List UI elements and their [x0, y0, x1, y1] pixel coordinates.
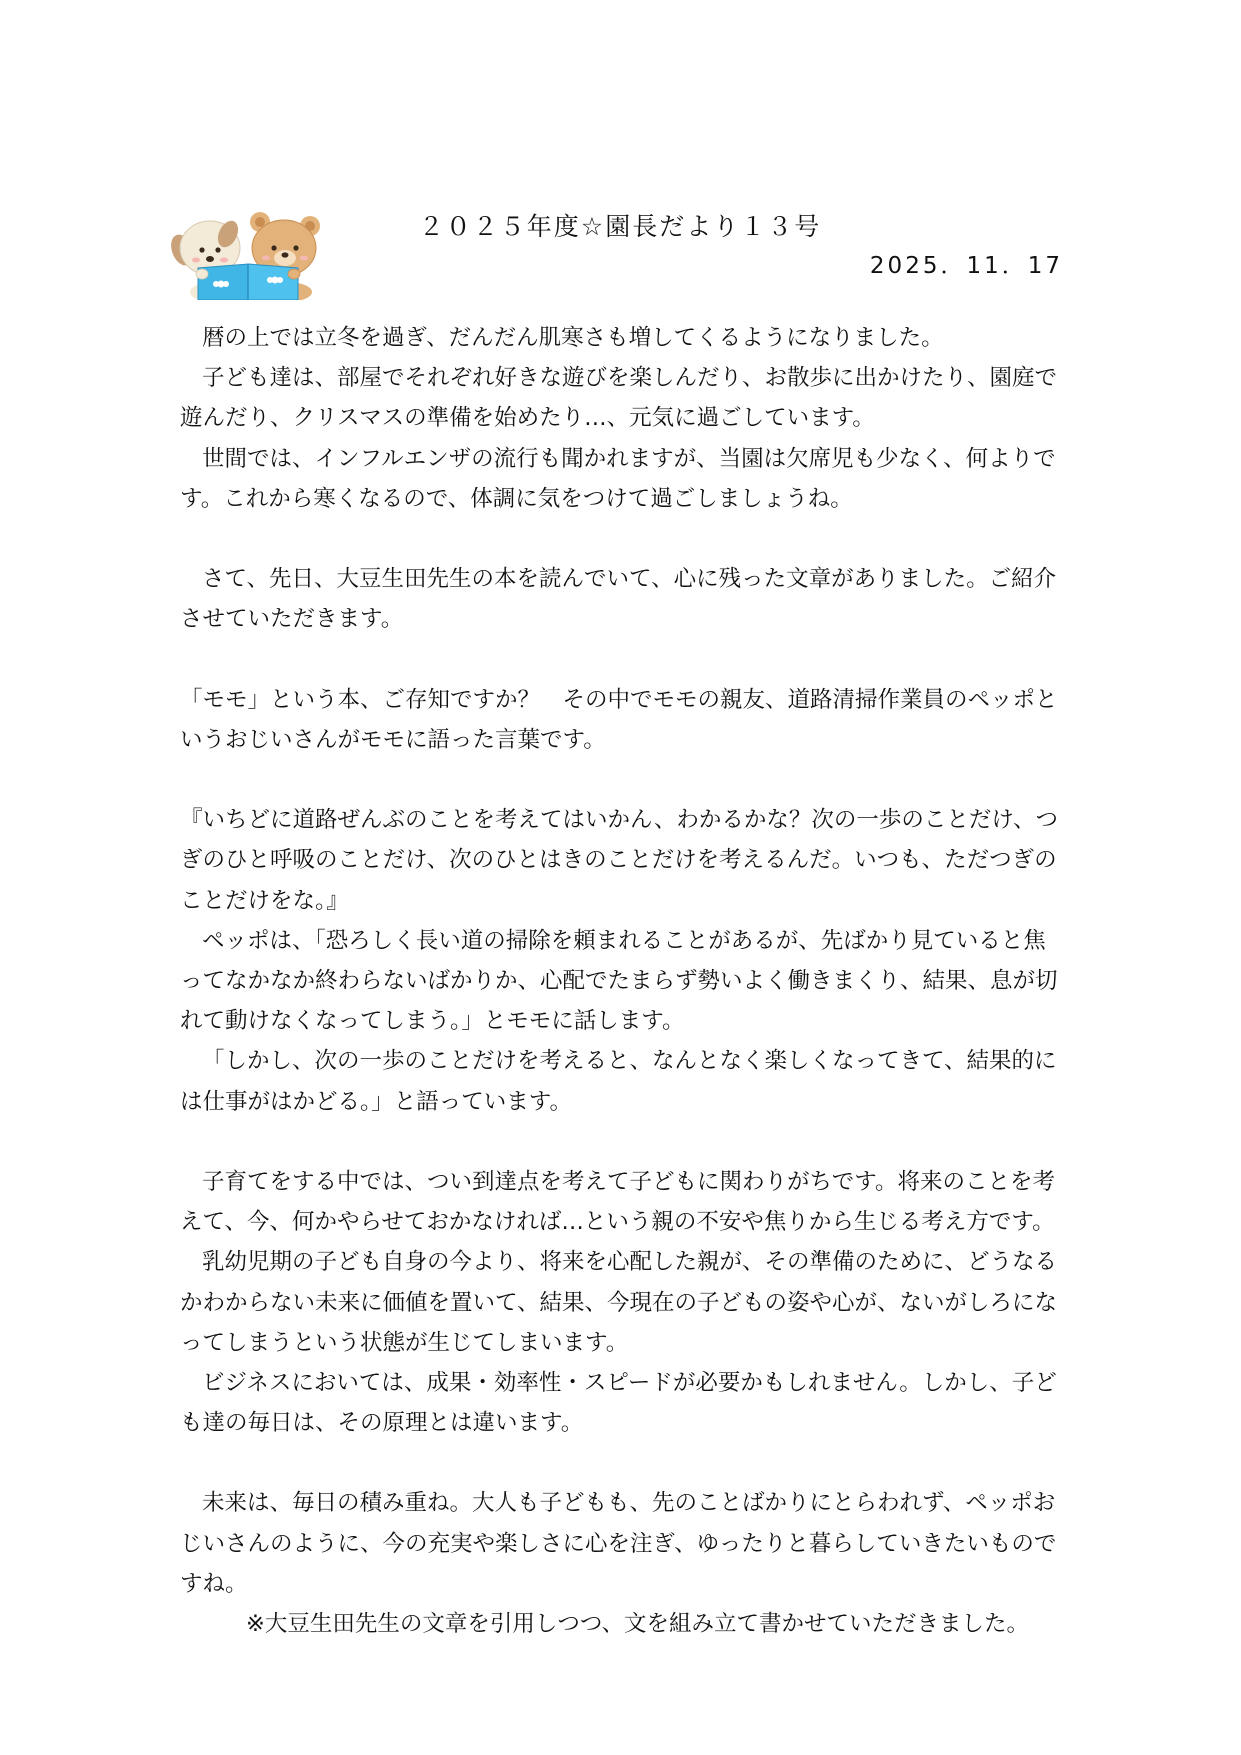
body-text-line: ビジネスにおいては、成果・効率性・スピードが必要かもしれません。しかし、子ど — [202, 1369, 1057, 1396]
body-text-line: ぎのひと呼吸のことだけ、次のひとはきのことだけを考えるんだ。いつも、ただつぎの — [180, 847, 1057, 874]
body-text-line: 『いちどに道路ぜんぶのことを考えてはいかん、わかるかな？次の一歩のことだけ、つ — [180, 807, 1058, 834]
paragraph-spacer — [180, 640, 1070, 680]
body-text-line: れて動けなくなってしまう。」とモモに話します。 — [180, 1008, 685, 1035]
body-text-line: 遊んだり、クリスマスの準備を始めたり…、元気に過ごしています。 — [180, 405, 875, 432]
body-text-line: 乳幼児期の子ども自身の今より、将来を心配した親が、その準備のために、どうなる — [202, 1249, 1058, 1276]
body-text-line: ※大豆生田先生の文章を引用しつつ、文を組み立て書かせていただきました。 — [246, 1611, 1029, 1637]
paragraph-spacer — [180, 1122, 1070, 1162]
body-text-line: 「しかし、次の一歩のことだけを考えると、なんとなく楽しくなってきて、結果的に — [202, 1048, 1057, 1075]
paragraph-spacer — [180, 760, 1070, 800]
body-text-line: す。これから寒くなるので、体調に気をつけて過ごしましょうね。 — [180, 485, 853, 512]
body-text-line: ペッポは、「恐ろしく長い道の掃除を頼まれることがあるが、先ばかり見ていると焦 — [202, 927, 1046, 954]
body-text-line: 子育てをする中では、つい到達点を考えて子どもに関わりがちです。将来のことを考 — [202, 1168, 1055, 1195]
body-text-line: さて、先日、大豆生田先生の本を読んでいて、心に残った文章がありました。ご紹介 — [202, 566, 1057, 593]
body-text-line: させていただきます。 — [180, 606, 404, 633]
body-text-line: ことだけをな。』 — [180, 887, 349, 914]
body-text-line: すね。 — [180, 1570, 248, 1597]
body-text-line: 暦の上では立冬を過ぎ、だんだん肌寒さも増してくるようになりました。 — [202, 325, 944, 351]
body-text-line: ってなかなか終わらないばかりか、心配でたまらず勢いよく働きまくり、結果、息が切 — [180, 968, 1058, 994]
puppy-and-bear-reading-book-icon — [168, 208, 328, 300]
paragraph-spacer — [180, 519, 1070, 559]
body-text-line: えて、今、何かやらせておかなければ…という親の不安や焦りから生じる考え方です。 — [180, 1209, 1055, 1236]
body-text-line: 子ども達は、部屋でそれぞれ好きな遊びを楽しんだり、お散歩に出かけたり、園庭で — [202, 365, 1058, 392]
body-text-line: いうおじいさんがモモに語った言葉です。 — [180, 726, 606, 753]
body-text-line: じいさんのように、今の充実や楽しさに心を注ぎ、ゆったりと暮らしていきたいもので — [180, 1530, 1057, 1557]
newsletter-title: ２０２５年度☆園長だより１３号 — [418, 212, 822, 241]
body-text-line: 未来は、毎日の積み重ね。大人も子どもも、先のことばかりにとらわれず、ペッポお — [202, 1490, 1056, 1517]
paragraph-spacer — [180, 1443, 1070, 1483]
issue-date: 2025．11．17 — [869, 253, 1063, 279]
body-text-line: ってしまうという状態が生じてしまいます。 — [180, 1329, 629, 1356]
newsletter-body — [180, 318, 1070, 1644]
body-text-line: 「モモ」という本、ご存知ですか？ その中でモモの親友、道路清掃作業員のペッポと — [180, 686, 1058, 713]
body-text-line: かわからない未来に価値を置いて、結果、今現在の子どもの姿や心が、ないがしろにな — [180, 1289, 1058, 1316]
body-text-line: は仕事がはかどる。」と語っています。 — [180, 1088, 572, 1115]
body-text-line: も達の毎日は、その原理とは違います。 — [180, 1410, 584, 1437]
body-text-line: 世間では、インフルエンザの流行も聞かれますが、当園は欠席児も少なく、何よりで — [202, 445, 1056, 472]
